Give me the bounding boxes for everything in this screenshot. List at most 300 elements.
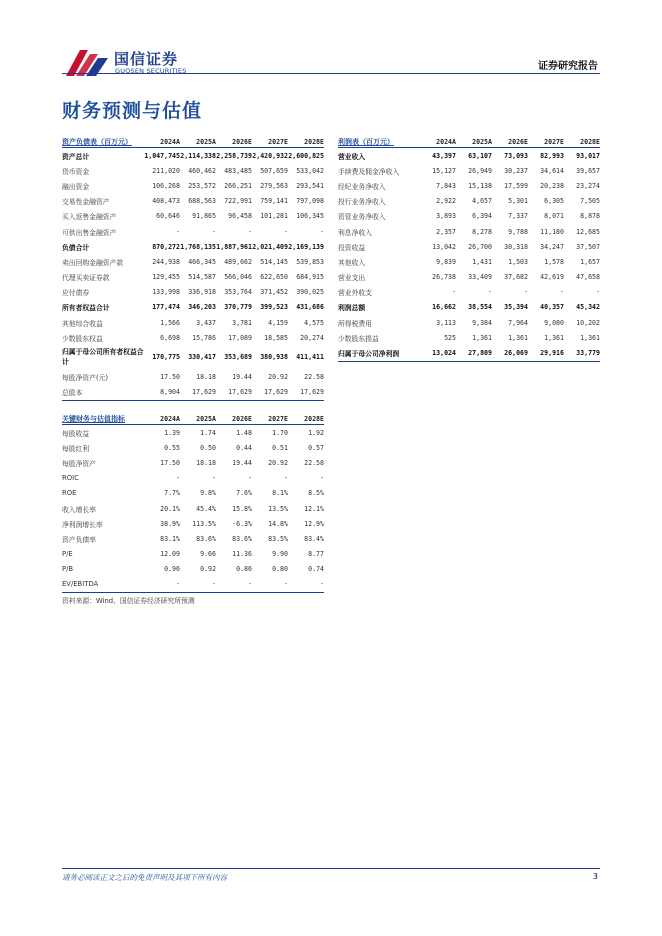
table-cell: 1,503 (508, 257, 528, 266)
table-cell: 346,203 (188, 303, 216, 312)
table-cell: 0.51 (272, 443, 288, 452)
table-cell: 93,017 (576, 151, 600, 160)
table-bottom-rule (62, 592, 324, 593)
table-row (338, 315, 600, 330)
table-cell: 1,047,745 (144, 151, 180, 160)
column-header: 2027E (268, 414, 288, 423)
table-cell: - (176, 474, 180, 483)
table-cell: 12.9% (304, 519, 324, 528)
row-label: 每股红利 (62, 444, 90, 453)
column-header: 2026E (508, 137, 528, 146)
table-cell: 684,915 (296, 273, 324, 282)
balance-sheet-table (62, 136, 324, 401)
table-cell: 722,991 (224, 197, 252, 206)
table-cell: 2,420,932 (252, 151, 288, 160)
disclaimer-text: 请务必阅读正文之后的免责声明及其项下所有内容 (62, 873, 227, 882)
column-header: 2028E (580, 137, 600, 146)
income-statement-table (338, 136, 600, 362)
table-cell: - (320, 580, 324, 589)
row-label: 其他收入 (338, 258, 366, 267)
row-label: 每股净资产(元) (62, 374, 109, 383)
table-row (338, 285, 600, 300)
column-header: 2026E (232, 414, 252, 423)
table-cell: 8,878 (580, 212, 600, 221)
table-cell: 129,455 (152, 273, 180, 282)
column-header: 2025A (196, 137, 216, 146)
table-cell: 1,566 (160, 318, 180, 327)
table-row (338, 345, 600, 360)
table-cell: 380,938 (260, 353, 288, 362)
table-row (62, 440, 324, 455)
table-cell: 293,541 (296, 181, 324, 190)
table-cell: 1,768,135 (180, 242, 216, 251)
table-cell: 13,024 (432, 349, 456, 358)
table-header (338, 136, 600, 148)
table-cell: 3,437 (196, 318, 216, 327)
table-cell: 30,318 (504, 242, 528, 251)
table-cell: 1,361 (544, 333, 564, 342)
table-row (62, 270, 324, 285)
table-cell: 20.1% (160, 504, 180, 513)
table-cell: 73,093 (504, 151, 528, 160)
table-cell: 6,305 (544, 197, 564, 206)
table-cell: 96,458 (228, 212, 252, 221)
row-label: 总股本 (62, 389, 83, 398)
table-cell: 26,700 (468, 242, 492, 251)
table-cell: 759,141 (260, 197, 288, 206)
table-cell: 1.74 (200, 428, 216, 437)
row-label: 归属于母公司所有者权益合计 (62, 348, 144, 367)
row-label: 营业收入 (338, 152, 366, 161)
table-row (62, 345, 324, 369)
row-label: ROIC (62, 474, 79, 483)
table-row (338, 178, 600, 193)
table-cell: 431,686 (296, 303, 324, 312)
table-cell: 4,575 (304, 318, 324, 327)
table-cell: 390,025 (296, 288, 324, 297)
page-title: 财务预测与估值 (62, 100, 203, 122)
row-label: 可供出售金融资产 (62, 228, 117, 237)
table-cell: 5,301 (508, 197, 528, 206)
table-cell: 38,554 (468, 303, 492, 312)
table-cell: 8.1% (272, 489, 288, 498)
table-cell: 43,397 (432, 151, 456, 160)
table-cell: 13.5% (268, 504, 288, 513)
table-bottom-rule (62, 400, 324, 401)
table-cell: 15.8% (232, 504, 252, 513)
table-cell: 35,394 (504, 303, 528, 312)
table-cell: 113.5% (192, 519, 216, 528)
table-cell: 8,904 (160, 388, 180, 397)
row-label: 归属于母公司净利润 (338, 350, 400, 359)
table-cell: 106,268 (152, 181, 180, 190)
row-label: 经纪业务净收入 (338, 182, 386, 191)
table-cell: - (212, 227, 216, 236)
table-cell: - (560, 288, 564, 297)
key-ratios-table (62, 413, 324, 593)
table-row (62, 254, 324, 269)
table-row (338, 163, 600, 178)
table-row (62, 547, 324, 562)
table-cell: 1,361 (472, 333, 492, 342)
table-cell: 1.70 (272, 428, 288, 437)
table-cell: 1.92 (308, 428, 324, 437)
table-cell: 353,764 (224, 288, 252, 297)
table-cell: 3,893 (436, 212, 456, 221)
table-cell: 13,042 (432, 242, 456, 251)
row-label: 买入返售金融资产 (62, 213, 117, 222)
table-cell: 60,646 (156, 212, 180, 221)
row-label: 手续费及佣金净收入 (338, 167, 400, 176)
table-cell: 7,843 (436, 181, 456, 190)
table-cell: 170,775 (152, 353, 180, 362)
column-header: 2024A (436, 137, 456, 146)
column-header: 2026E (232, 137, 252, 146)
table-cell: 2,922 (436, 197, 456, 206)
table-cell: 9,839 (436, 257, 456, 266)
table-row (338, 194, 600, 209)
table-row (62, 285, 324, 300)
table-cell: 1,578 (544, 257, 564, 266)
table-cell: 9,080 (544, 318, 564, 327)
table-cell: 336,918 (188, 288, 216, 297)
row-label: 利息净收入 (338, 228, 372, 237)
table-cell: 0.86 (236, 565, 252, 574)
table-cell: 11.36 (232, 550, 252, 559)
row-label: 营业支出 (338, 274, 366, 283)
table-cell: 45.4% (196, 504, 216, 513)
row-label: 所得税费用 (338, 319, 372, 328)
table-cell: 514,145 (260, 257, 288, 266)
table-cell: 1,657 (580, 257, 600, 266)
table-cell: 23,274 (576, 181, 600, 190)
table-cell: 17,089 (228, 333, 252, 342)
table-cell: 9.90 (272, 550, 288, 559)
column-header: 2025A (196, 414, 216, 423)
table-cell: 525 (444, 333, 456, 342)
row-label: P/B (62, 565, 74, 574)
row-label: 投行业务净收入 (338, 198, 386, 207)
row-label: ROE (62, 489, 77, 498)
row-label: 每股收益 (62, 429, 90, 438)
table-cell: 26,069 (504, 349, 528, 358)
table-cell: 22.58 (304, 373, 324, 382)
table-cell: 3,781 (232, 318, 252, 327)
table-cell: 9,384 (472, 318, 492, 327)
table-cell: 17.50 (160, 373, 180, 382)
table-cell: 8,278 (472, 227, 492, 236)
table-cell: 539,853 (296, 257, 324, 266)
table-cell: 466,345 (188, 257, 216, 266)
table-row (62, 501, 324, 516)
table-cell: - (212, 580, 216, 589)
table-cell: 16,662 (432, 303, 456, 312)
table-row (62, 178, 324, 193)
table-cell: 0.74 (308, 565, 324, 574)
table-cell: 34,614 (540, 166, 564, 175)
table-row (62, 194, 324, 209)
table-cell: 266,251 (224, 181, 252, 190)
row-label: 投资收益 (338, 243, 366, 252)
table-cell: 622,650 (260, 273, 288, 282)
table-cell: 17,629 (192, 388, 216, 397)
column-header: 2024A (160, 137, 180, 146)
table-cell: 9,788 (508, 227, 528, 236)
table-row (62, 486, 324, 501)
table-cell: - (248, 474, 252, 483)
table-row (62, 163, 324, 178)
table-cell: 9.8% (200, 489, 216, 498)
table-cell: 8,071 (544, 212, 564, 221)
table-cell: 15,138 (468, 181, 492, 190)
table-cell: 19.44 (232, 373, 252, 382)
table-cell: 483,485 (224, 166, 252, 175)
table-cell: 26,738 (432, 273, 456, 282)
table-row (62, 562, 324, 577)
row-label: 营业外收支 (338, 289, 372, 298)
page-number: 3 (592, 872, 598, 881)
table-row (62, 471, 324, 486)
table-cell: 797,098 (296, 197, 324, 206)
table-cell: 12.09 (160, 550, 180, 559)
table-cell: 371,452 (260, 288, 288, 297)
table-cell: 330,417 (188, 353, 216, 362)
table-row (62, 455, 324, 470)
table-row (338, 148, 600, 163)
table-cell: 38.9% (160, 519, 180, 528)
table-cell: - (248, 227, 252, 236)
table-cell: 0.96 (164, 565, 180, 574)
logo-name: 国信证券 (114, 50, 179, 68)
table-cell: 9.66 (200, 550, 216, 559)
table-cell: 10,202 (576, 318, 600, 327)
table-cell: 8.77 (308, 550, 324, 559)
table-cell: 688,563 (188, 197, 216, 206)
table-cell: 17,629 (264, 388, 288, 397)
table-cell: 18.18 (196, 458, 216, 467)
table-bottom-rule (338, 361, 600, 362)
table-title: 关键财务与估值指标 (62, 414, 125, 423)
table-cell: 1.48 (236, 428, 252, 437)
table-cell: 399,523 (260, 303, 288, 312)
table-row (338, 254, 600, 269)
table-cell: 1,361 (508, 333, 528, 342)
table-cell: 0.50 (200, 443, 216, 452)
table-header (62, 413, 324, 425)
table-cell: - (320, 474, 324, 483)
table-cell: 1.39 (164, 428, 180, 437)
table-cell: 7,964 (508, 318, 528, 327)
footer-divider (62, 868, 600, 869)
table-cell: - (212, 474, 216, 483)
table-cell: 14.8% (268, 519, 288, 528)
table-cell: 26,949 (468, 166, 492, 175)
table-cell: 40,357 (540, 303, 564, 312)
table-cell: 870,272 (152, 242, 180, 251)
table-cell: 34,247 (540, 242, 564, 251)
table-cell: 47,658 (576, 273, 600, 282)
table-cell: 4,159 (268, 318, 288, 327)
table-cell: 106,345 (296, 212, 324, 221)
table-cell: 33,409 (468, 273, 492, 282)
table-cell: 0.80 (272, 565, 288, 574)
table-cell: 7,505 (580, 197, 600, 206)
table-row (338, 224, 600, 239)
row-label: 利润总额 (338, 304, 366, 313)
logo-subtitle: GUOSEN SECURITIES (115, 67, 187, 75)
table-cell: 30,237 (504, 166, 528, 175)
table-cell: - (284, 474, 288, 483)
table-cell: 1,431 (472, 257, 492, 266)
table-row (62, 148, 324, 163)
table-cell: 1,887,961 (216, 242, 252, 251)
table-cell: 20,238 (540, 181, 564, 190)
table-row (338, 330, 600, 345)
table-cell: 12,685 (576, 227, 600, 236)
table-cell: 82,993 (540, 151, 564, 160)
table-cell: - (176, 227, 180, 236)
table-cell: 2,114,338 (180, 151, 216, 160)
table-cell: 253,572 (188, 181, 216, 190)
table-cell: 211,020 (152, 166, 180, 175)
table-cell: 507,659 (260, 166, 288, 175)
table-cell: 39,657 (576, 166, 600, 175)
row-label: 其他综合收益 (62, 319, 103, 328)
table-row (62, 315, 324, 330)
column-header: 2027E (268, 137, 288, 146)
table-cell: 460,462 (188, 166, 216, 175)
source-note: 资料来源：Wind、国信证券经济研究所预测 (62, 597, 195, 605)
table-cell: 37,682 (504, 273, 528, 282)
table-cell: 244,938 (152, 257, 180, 266)
table-row (62, 516, 324, 531)
table-cell: 12.1% (304, 504, 324, 513)
table-cell: - (176, 580, 180, 589)
table-cell: - (284, 227, 288, 236)
table-cell: 2,021,409 (252, 242, 288, 251)
table-cell: 4,657 (472, 197, 492, 206)
table-cell: 101,281 (260, 212, 288, 221)
table-cell: - (524, 288, 528, 297)
table-cell: 408,473 (152, 197, 180, 206)
row-label: 货币资金 (62, 167, 90, 176)
table-cell: -6.3% (232, 519, 252, 528)
table-cell: 83.6% (232, 534, 252, 543)
table-cell: 19.44 (232, 458, 252, 467)
table-cell: 2,357 (436, 227, 456, 236)
row-label: 资产总计 (62, 152, 90, 161)
row-label: P/E (62, 550, 73, 559)
table-row (62, 330, 324, 345)
table-row (338, 239, 600, 254)
table-row (62, 239, 324, 254)
table-cell: 7.6% (236, 489, 252, 498)
table-cell: 27,809 (468, 349, 492, 358)
table-cell: 20.92 (268, 373, 288, 382)
table-row (338, 209, 600, 224)
table-cell: - (320, 227, 324, 236)
report-type: 证券研究报告 (538, 61, 598, 72)
row-label: 资管业务净收入 (338, 213, 386, 222)
column-header: 2025A (472, 137, 492, 146)
table-cell: 0.57 (308, 443, 324, 452)
table-row (62, 577, 324, 592)
table-cell: - (248, 580, 252, 589)
table-cell: 37,507 (576, 242, 600, 251)
table-cell: 42,619 (540, 273, 564, 282)
table-title: 利润表（百万元） (338, 137, 394, 146)
table-cell: 83.1% (160, 534, 180, 543)
table-cell: 6,394 (472, 212, 492, 221)
table-cell: 6,698 (160, 333, 180, 342)
table-cell: 2,169,139 (288, 242, 324, 251)
row-label: 所有者权益合计 (62, 304, 110, 313)
row-label: 融出资金 (62, 182, 90, 191)
table-cell: 353,689 (224, 353, 252, 362)
table-cell: 17,629 (228, 388, 252, 397)
table-cell: 411,411 (296, 353, 324, 362)
table-cell: 83.4% (304, 534, 324, 543)
table-row (62, 385, 324, 400)
row-label: 资产负债率 (62, 535, 96, 544)
table-cell: 3,113 (436, 318, 456, 327)
column-header: 2028E (304, 137, 324, 146)
table-cell: 566,046 (224, 273, 252, 282)
table-cell: 17.50 (160, 458, 180, 467)
table-cell: 279,563 (260, 181, 288, 190)
table-row (62, 209, 324, 224)
table-cell: 7.7% (164, 489, 180, 498)
row-label: 少数股东权益 (62, 334, 103, 343)
table-row (62, 425, 324, 440)
table-cell: 20.92 (268, 458, 288, 467)
row-label: 每股净资产 (62, 459, 96, 468)
table-cell: 29,916 (540, 349, 564, 358)
table-cell: 17,599 (504, 181, 528, 190)
table-cell: 1,361 (580, 333, 600, 342)
table-cell: 0.55 (164, 443, 180, 452)
row-label: 净利润增长率 (62, 520, 103, 529)
table-header (62, 136, 324, 148)
table-cell: - (596, 288, 600, 297)
table-row (62, 224, 324, 239)
table-row (62, 300, 324, 315)
table-cell: 17,629 (300, 388, 324, 397)
table-cell: 7,337 (508, 212, 528, 221)
table-cell: 0.44 (236, 443, 252, 452)
column-header: 2028E (304, 414, 324, 423)
table-row (62, 531, 324, 546)
table-cell: 514,587 (188, 273, 216, 282)
table-cell: 15,786 (192, 333, 216, 342)
table-cell: 63,107 (468, 151, 492, 160)
table-row (338, 300, 600, 315)
table-cell: - (452, 288, 456, 297)
column-header: 2024A (160, 414, 180, 423)
table-cell: 0.92 (200, 565, 216, 574)
table-title: 资产负债表（百万元） (62, 137, 132, 146)
table-cell: 2,258,739 (216, 151, 252, 160)
table-cell: 20,274 (300, 333, 324, 342)
table-cell: 45,342 (576, 303, 600, 312)
table-cell: 83.6% (196, 534, 216, 543)
row-label: EV/EBITDA (62, 580, 99, 589)
row-label: 收入增长率 (62, 505, 96, 514)
table-cell: 11,180 (540, 227, 564, 236)
row-label: 代理买卖证券款 (62, 274, 110, 283)
row-label: 少数股东损益 (338, 334, 379, 343)
table-cell: 15,127 (432, 166, 456, 175)
